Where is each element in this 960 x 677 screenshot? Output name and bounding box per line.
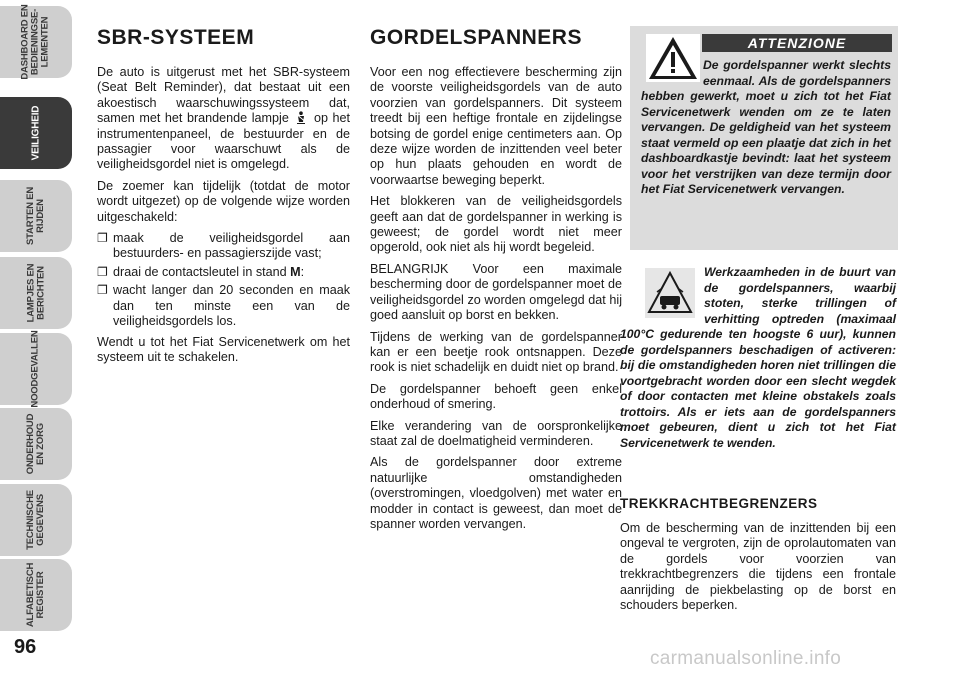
section-sbr (97, 26, 350, 371)
sbr-p1-before: De auto is uitgerust met het SBR-systeem (Seat Belt Reminder), dat bestaat uit een akoestisch waarschuwingssysteem dat, samen met het brandende lampje (97, 65, 350, 126)
warning-spacer (641, 58, 703, 84)
checkbox-bullet-icon: ❐ (97, 231, 108, 246)
note-text (620, 265, 896, 451)
tab-starten[interactable] (0, 180, 72, 252)
gordel-paragraph: Als de gordelspanner door extreme natuurlijke omstandigheden (overstromingen, vloedgolven) met water en modder in contact is geweest, dan moet de spanner worden vervangen. (370, 455, 622, 531)
trekkracht-paragraph: Om de bescherming van de inzittenden bij een ongeval te vergroten, zijn de oprolautomaten van de gordels voor voorzien van trekkrachtbegrenzers die tijdens een frontale aanrijding de piekbelasting op de borst en schouders beperken. (620, 521, 896, 613)
seatbelt-icon (295, 111, 307, 124)
gordel-paragraph: De gordelspanner behoeft geen enkel onderhoud of smering. (370, 381, 622, 412)
tab-register-label: ALFABETISCH REGISTER (25, 562, 46, 628)
sbr-p1-after: op het instrumentenpaneel, de bestuurder en de passagier voor waarschuwt als de veiligheidsgordel niet is omgelegd. (97, 111, 351, 172)
sbr-list-item-1: maak de veiligheidsgordel aan bestuurders- en passagierszijde vast; (113, 231, 350, 261)
tab-technische[interactable] (0, 484, 72, 556)
attenzione-badge: ATTENZIONE (702, 34, 892, 52)
sbr-list-item-2-text: draai de contactsleutel in stand (113, 264, 287, 279)
section-gordelspanners (370, 26, 622, 538)
gordel-title: GORDELSPANNERS (370, 26, 582, 49)
gordel-paragraph: Elke verandering van de oorspronkelijke staat zal de doelmatigheid verminderen. (370, 418, 622, 448)
tab-lampjes[interactable] (0, 257, 72, 329)
note-spacer (620, 265, 704, 325)
gordel-paragraph: Tijdens de werking van de gordelspanner kan er een beetje rook ontsnappen. Deze rook is niet schadelijk en duidt niet op brand. (370, 329, 622, 375)
tab-veiligheid[interactable] (0, 97, 72, 169)
tab-noodgevallen-label: NOODGEVALLEN (30, 330, 41, 408)
sbr-list-item-3: wacht langer dan 20 seconden en maak dan ten minste een van de veiligheidsgordels los. (113, 283, 350, 329)
page-number: 96 (14, 636, 37, 658)
warning-text-content: De gordelspanner werkt slechts eenmaal. Als de gordelspanners hebben gewerkt, moet u zich tot het Fiat Servicenetwerk wenden om ze te laten vervangen. De geldigheid van het systeem staat vermeld op een plaatje dat zich in het dashboardkastje bevindt: laat het systeem voor het verstrijken van deze termijn door het Fiat Servicenetwerk vervangen. (641, 58, 891, 196)
note-text-content: Werkzaamheden in de buurt van de gordelspanners, waarbij stoten, sterke trillingen of verhitting optreden (maximaal 100°C gedurende ten hoogste 6 uur), kunnen de gordelspanners beschadigen of activeren: bij die omstandigheden horen niet trillingen die voortgebracht worden door een slecht wegdek of door contacten met kleine obstakels zoals trottoirs. Als er iets aan de gordelspanners moet gebeuren, dient u zich tot het Fiat Servicenetwerk te wenden. (620, 265, 896, 450)
list-item (97, 283, 350, 329)
tab-veiligheid-label: VEILIGHEID (30, 105, 41, 161)
warning-text (641, 58, 891, 198)
gordel-paragraph: Het blokkeren van de veiligheidsgordels geeft aan dat de gordelspanner in werking is geweest; de gordel wordt niet meer opgerold, ook niet als hij wordt begeleid. (370, 194, 622, 255)
section-sidebar (0, 0, 74, 677)
tab-onderhoud-label: ONDERHOUD EN ZORG (24, 413, 46, 475)
sbr-title: SBR-SYSTEEM (97, 26, 255, 49)
tab-dashboard-label: DASHBOARD EN BEDIENINGSE- LEMENTEN (20, 4, 51, 80)
tab-dashboard[interactable] (0, 6, 72, 78)
tab-noodgevallen[interactable] (0, 330, 72, 408)
tab-onderhoud[interactable] (0, 408, 72, 480)
list-item (97, 265, 350, 280)
list-item (97, 231, 350, 262)
sbr-list-item-2 (113, 265, 350, 280)
section-trekkracht (620, 521, 896, 619)
key-position: M (290, 264, 301, 279)
gordel-paragraph: BELANGRIJK Voor een maximale bescherming door de gordelspanner moet de veiligheidsgordel zo worden omgelegd dat hij goed aansluit op borst en bekken. (370, 261, 622, 323)
sbr-list-item-2-suffix: : (300, 264, 305, 279)
sbr-paragraph-3: Wendt u tot het Fiat Servicenetwerk om het systeem uit te schakelen. (97, 334, 350, 364)
checkbox-bullet-icon: ❐ (97, 283, 108, 298)
tab-register[interactable] (0, 559, 72, 631)
sbr-paragraph-2: De zoemer kan tijdelijk (totdat de motor wordt uitgezet) op de volgende wijze worden uitgeschakeld: (97, 178, 350, 224)
checkbox-bullet-icon: ❐ (97, 264, 108, 279)
tab-lampjes-label: LAMPJES EN BERICHTEN (25, 263, 46, 323)
sbr-paragraph-1 (97, 65, 350, 173)
trekkracht-title: TREKKRACHTBEGRENZERS (620, 496, 818, 511)
tab-technische-label: TECHNISCHE GEGEVENS (24, 490, 46, 550)
watermark: carmanualsonline.info (650, 648, 842, 669)
gordel-paragraph: Voor een nog effectievere bescherming zijn de voorste veiligheidsgordels van de auto voorzien van gordelspanners. Dit systeem treedt bij een heftige frontale en zijdelingse botsing de gordel enige centimeters aan. Op deze wijze worden de inzittenden veel beter op hun plaats gehouden en wordt de voorwaartse beweging beperkt. (370, 65, 622, 187)
tab-starten-label: STARTEN EN RIJDEN (25, 187, 46, 245)
